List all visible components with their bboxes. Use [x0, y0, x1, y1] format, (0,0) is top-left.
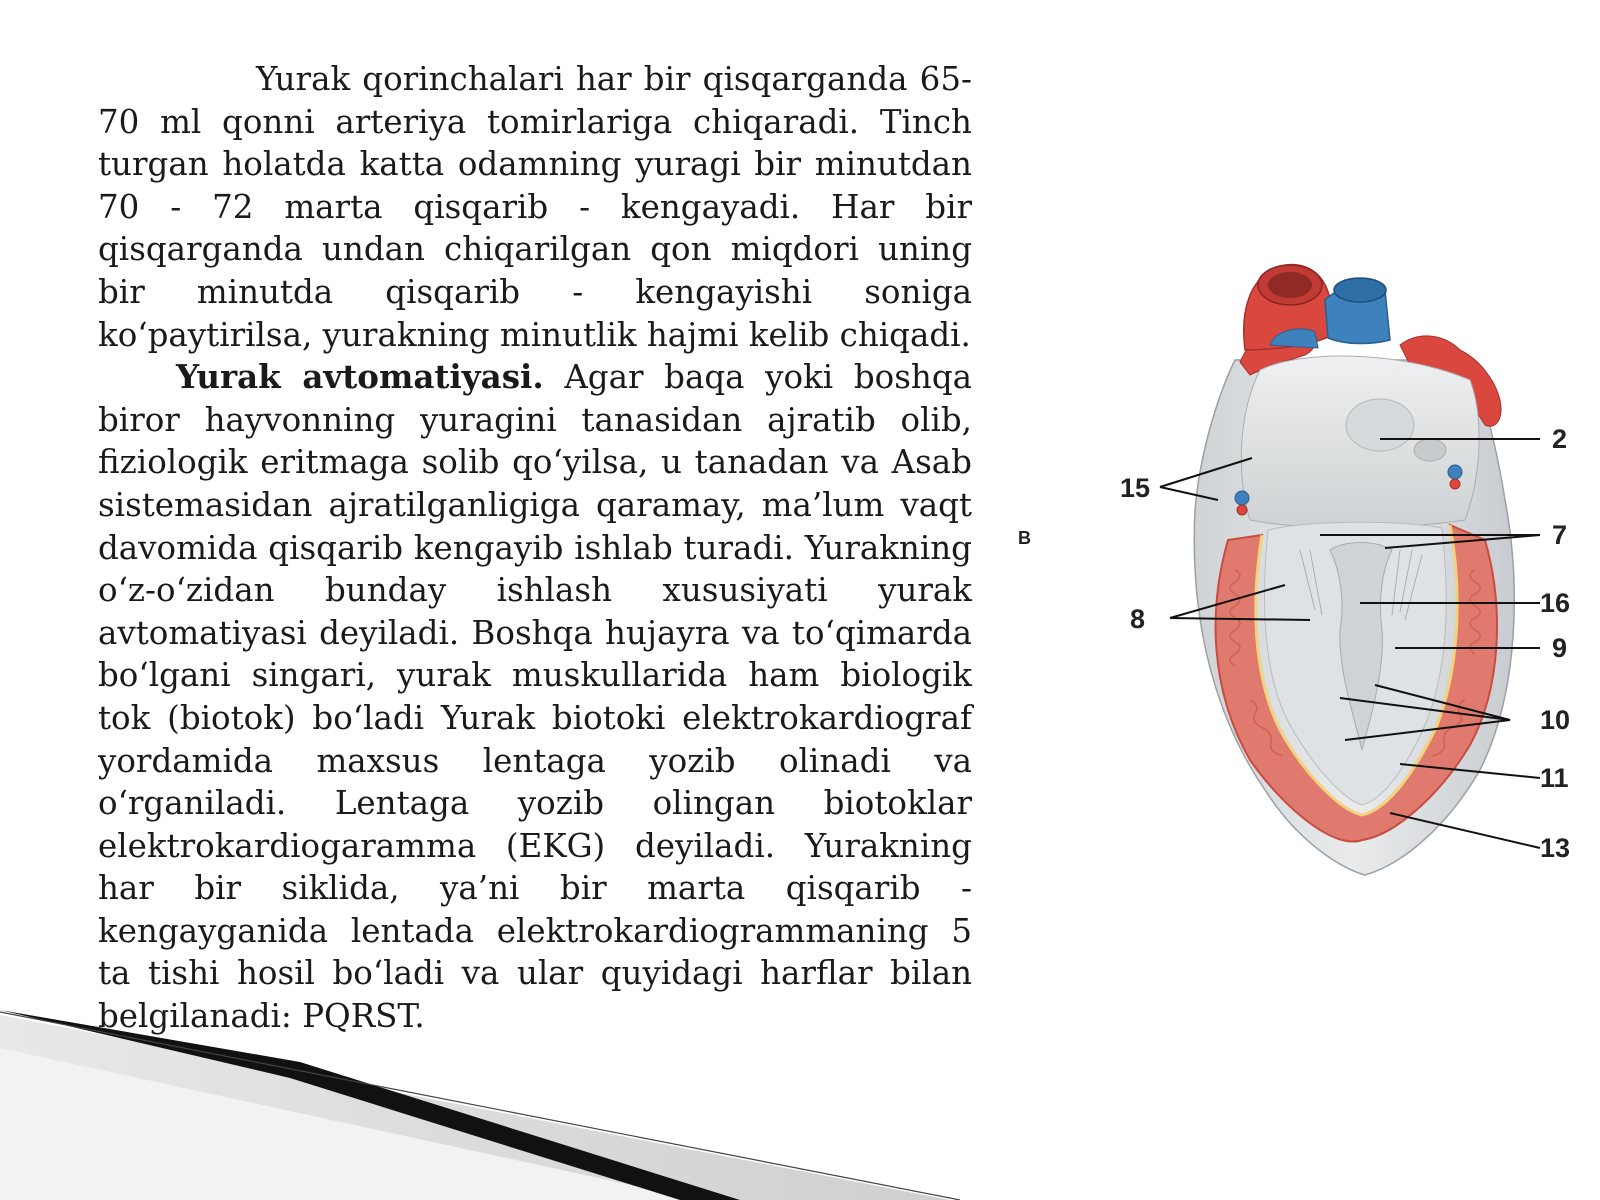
paragraph-heart-automatism: [98, 356, 972, 1038]
panel-letter: [1014, 524, 1044, 554]
body-text: [98, 58, 972, 1038]
label-10: 10: [1540, 705, 1571, 735]
paragraph-heart-automatism-body: Agar baqa yoki boshqa biror hayvonning yuragini tanasidan ajratib olib, fiziologik eritmaga solib qo‘yilsa, u tanadan va Asab sistemasidan ajratilganligiga qaramay, ma’lum vaqt davomida qisqarib kengayib ishlab turadi. Yurakning o‘z-o‘zidan bunday ishlash xususiyati yurak avtomatiyasi deyiladi. Boshqa hujayra va to‘qimarda bo‘lgani singari, yurak muskullarida ham biologik tok (biotok) bo‘ladi Yurak biotoki elektrokardiograf yordamida maxsus lentaga yozib olinadi va o‘rganiladi. Lentaga yozib olingan biotoklar elektrokardiogaramma (EKG) deyiladi. Yurakning har bir siklida, ya’ni bir marta qisqarib - kengayganida lentada elektrokardiogrammaning 5 ta tishi hosil bo‘ladi va ular quyidagi harflar bilan belgilanadi: PQRST.: [98, 358, 972, 1036]
fossa-ovalis: [1346, 399, 1414, 451]
label-16: 16: [1540, 588, 1571, 618]
heading-heart-automatism: Yurak avtomatiyasi.: [176, 357, 544, 397]
coronary-vessels-left: [1235, 491, 1249, 515]
label-13: 13: [1540, 833, 1571, 863]
label-11: 11: [1540, 763, 1569, 793]
heart-section-illustration: [1100, 250, 1600, 910]
label-9: 9: [1552, 633, 1568, 663]
paragraph-cardiac-output: Yurak qorinchalari har bir qisqarganda 65-70 ml qonni arteriya tomirlariga chiqaradi. Tinch turgan holatda katta odamning yuragi bir minutdan 70 - 72 marta qisqarib - kengayadi. Har bir qisqarganda undan chiqarilgan qon miqdori uning bir minutda qisqarib - kengayishi soniga ko‘paytirilsa, yurakning minutlik hajmi kelib chiqadi.: [98, 60, 972, 354]
label-7: 7: [1552, 520, 1568, 550]
coronary-vessels-right: [1448, 465, 1462, 489]
valve-opening: [1414, 439, 1446, 461]
label-8: 8: [1130, 604, 1146, 634]
label-15: 15: [1120, 473, 1151, 503]
label-2: 2: [1552, 424, 1568, 454]
panel-letter-text: B: [1018, 528, 1031, 548]
